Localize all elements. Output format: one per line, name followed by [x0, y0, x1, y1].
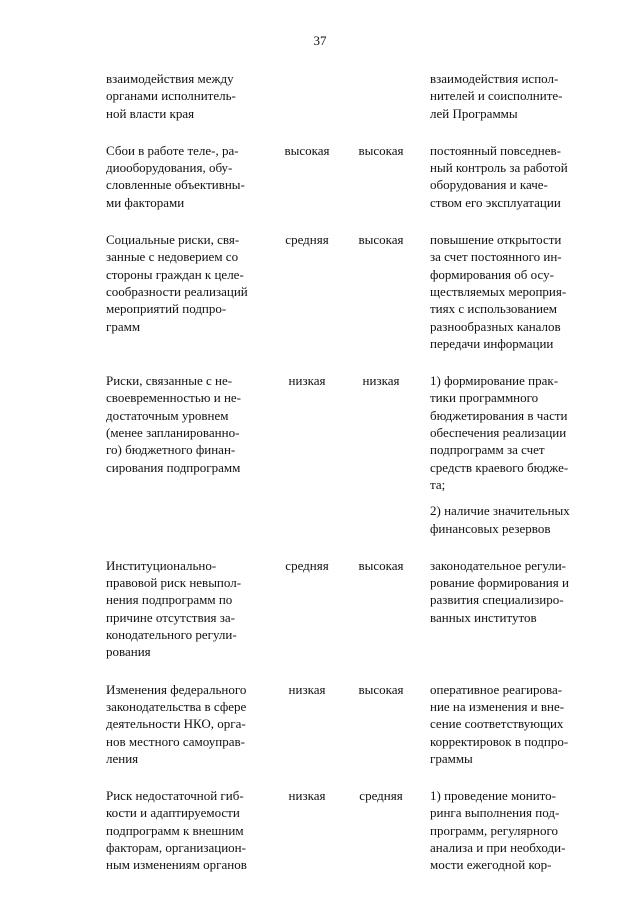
impact-cell: высокая [358, 232, 404, 248]
mitigation-measure-line: формирования об осу- [430, 266, 554, 282]
mitigation-measure-line: тики программного [430, 390, 539, 406]
mitigation-measures-cell [424, 142, 588, 231]
mitigation-measure-line: передачи информации [430, 335, 554, 351]
probability-cell: средняя [285, 232, 329, 248]
impact-cell: высокая [358, 681, 404, 697]
risk-description-line: правовой риск невыпол- [106, 575, 242, 591]
page-number: 37 [313, 33, 327, 48]
mitigation-measure-line: оперативное реагирова- [430, 681, 563, 697]
mitigation-measures-cell [424, 70, 588, 142]
mitigation-measure-line: взаимодействия испол- [430, 71, 559, 86]
risk-description-line: достаточным уровнем [106, 407, 229, 423]
risk-description-line: кости и адаптируемости [106, 805, 240, 821]
risk-table [106, 70, 588, 874]
probability-cell: средняя [285, 557, 329, 573]
mitigation-measure [430, 787, 588, 873]
probability-cell: низкая [288, 373, 326, 389]
mitigation-measure-line: ществляемых мероприя- [430, 283, 567, 299]
risk-description-line: взаимодействия между [106, 71, 234, 86]
risk-description-line: занные с недоверием со [106, 249, 239, 265]
risk-description-line: ным изменениям органов [106, 857, 247, 873]
mitigation-measures-cell [424, 787, 588, 873]
risk-description-line: грамм [106, 318, 141, 334]
mitigation-measure-line: ный контроль за работой [430, 160, 568, 176]
mitigation-measure [430, 372, 588, 493]
risk-description-cell [106, 681, 276, 787]
risk-description-line: нения подпрограмм по [106, 592, 233, 608]
probability-cell: высокая [284, 142, 330, 158]
mitigation-measure-line: граммы [430, 750, 473, 766]
impact-cell [338, 70, 424, 142]
risk-description-line: (менее запланированно- [106, 425, 240, 441]
mitigation-measure-line: анализа и при необходи- [430, 839, 566, 855]
mitigation-measure-line: 1) проведение монито- [430, 788, 556, 804]
risk-description-line: словленные объективны- [106, 177, 245, 193]
mitigation-measure-line: рование формирования и [430, 575, 569, 591]
table-row [106, 70, 588, 142]
impact-cell: средняя [359, 788, 403, 804]
mitigation-measure-line: ринга выполнения под- [430, 805, 560, 821]
mitigation-measure [430, 70, 588, 122]
risk-description-cell [106, 70, 276, 142]
table-row [106, 142, 588, 231]
risk-description-line: сообразности реализаций [106, 283, 248, 299]
risk-description-line: факторам, организацион- [106, 839, 246, 855]
mitigation-measure-line: бюджетирования в части [430, 407, 568, 423]
mitigation-measures-cell [424, 681, 588, 787]
mitigation-measure-line: ванных институтов [430, 609, 537, 625]
mitigation-measure-line: программ, регулярного [430, 822, 558, 838]
mitigation-measure-line: обеспечения реализации [430, 425, 567, 441]
risk-table-body [106, 70, 588, 874]
table-row [106, 557, 588, 681]
probability-cell: низкая [288, 681, 326, 697]
risk-description-line: деятельности НКО, орга- [106, 716, 246, 732]
mitigation-measure-line: законодательное регули- [430, 557, 566, 573]
table-row [106, 681, 588, 787]
mitigation-measure-line: 2) наличие значительных [430, 503, 570, 519]
mitigation-measure-line: тиях с использованием [430, 301, 558, 317]
mitigation-measure-line: оборудования и каче- [430, 177, 548, 193]
table-row [106, 787, 588, 873]
risk-description-line: конодательного регули- [106, 627, 237, 643]
mitigation-measure-line: развития специализиро- [430, 592, 564, 608]
mitigation-measure [430, 681, 588, 767]
risk-description-line: Социальные риски, свя- [106, 232, 240, 248]
mitigation-measure-line: 1) формирование прак- [430, 373, 559, 389]
risk-description-line: го) бюджетного финан- [106, 442, 236, 458]
mitigation-measures-cell [424, 557, 588, 681]
table-row [106, 372, 588, 557]
mitigation-measure-line: постоянный повседнев- [430, 142, 562, 158]
impact-cell: низкая [362, 373, 400, 389]
mitigation-measure [430, 502, 588, 537]
mitigation-measure-line: ние на изменения и вне- [430, 698, 565, 714]
risk-description-line: рования [106, 644, 151, 660]
mitigation-measure-line: ством его эксплуатации [430, 194, 561, 210]
mitigation-measure-line: разнообразных каналов [430, 318, 561, 334]
mitigation-measure-line: корректировок в подпро- [430, 733, 569, 749]
probability-cell [276, 70, 338, 142]
risk-description-line: органами исполнитель- [106, 88, 236, 104]
probability-cell: низкая [288, 788, 326, 804]
risk-description-line: сирования подпрограмм [106, 459, 241, 475]
risk-description-line: диооборудования, обу- [106, 160, 233, 176]
risk-description-cell [106, 372, 276, 557]
risk-description-line: ми факторами [106, 194, 185, 210]
risk-description-line: Риск недостаточной гиб- [106, 788, 244, 804]
risk-description-line: Изменения федерального [106, 681, 247, 697]
risk-description-line: Риски, связанные с не- [106, 373, 233, 389]
mitigation-measure [430, 231, 588, 352]
mitigation-measures-cell [424, 231, 588, 372]
mitigation-measure-line: сение соответствующих [430, 716, 564, 732]
mitigation-measure-line: за счет постоянного ин- [430, 249, 562, 265]
mitigation-measure-line: финансовых резервов [430, 520, 551, 536]
risk-description-line: Сбои в работе теле-, ра- [106, 142, 239, 158]
risk-description-line: ления [106, 750, 139, 766]
risk-description-line: законодательства в сфере [106, 698, 247, 714]
mitigation-measure-line: подпрограмм за счет [430, 442, 545, 458]
mitigation-measure-line: нителей и соисполните- [430, 88, 563, 104]
mitigation-measure-line: та; [430, 476, 446, 492]
table-row [106, 231, 588, 372]
risk-description-cell [106, 231, 276, 372]
risk-description-line: нов местного самоуправ- [106, 733, 245, 749]
mitigation-measure-line: средств краевого бюдже- [430, 459, 569, 475]
risk-description-line: ной власти края [106, 105, 195, 121]
mitigation-measure [430, 557, 588, 626]
risk-description-line: Институционально- [106, 557, 217, 573]
impact-cell: высокая [358, 142, 404, 158]
mitigation-measure-line: повышение открытости [430, 232, 562, 248]
risk-description-cell [106, 557, 276, 681]
mitigation-measure-line: мости ежегодной кор- [430, 857, 552, 873]
impact-cell: высокая [358, 557, 404, 573]
risk-description-line: мероприятий подпро- [106, 301, 227, 317]
mitigation-measure [430, 142, 588, 211]
risk-description-cell [106, 787, 276, 873]
mitigation-measures-cell [424, 372, 588, 557]
risk-description-line: подпрограмм к внешним [106, 822, 244, 838]
risk-description-line: стороны граждан к целе- [106, 266, 244, 282]
mitigation-measure-line: лей Программы [430, 105, 518, 121]
risk-description-line: своевременностью и не- [106, 390, 241, 406]
risk-description-line: причине отсутствия за- [106, 609, 236, 625]
risk-description-cell [106, 142, 276, 231]
